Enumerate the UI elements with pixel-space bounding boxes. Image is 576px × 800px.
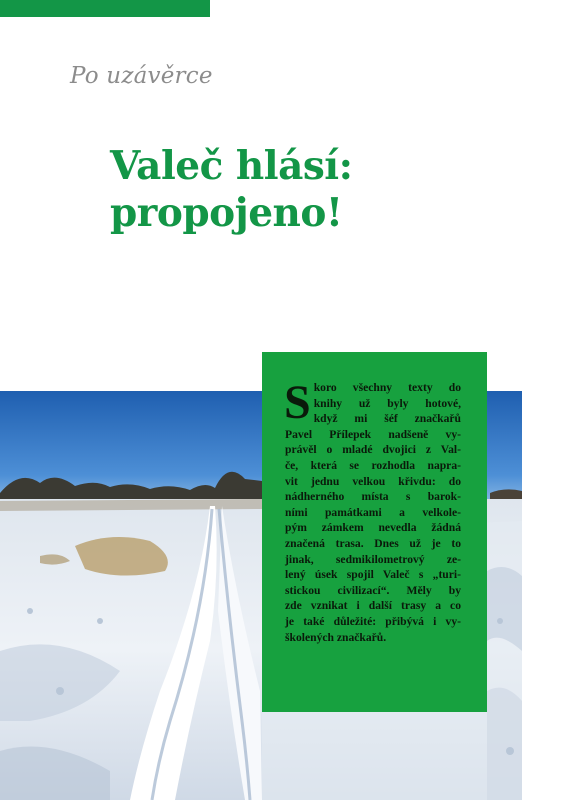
article-line: školených značkařů. <box>285 630 387 644</box>
headline <box>110 143 353 237</box>
article-line: nádherného místa s barok- <box>285 490 461 504</box>
section-kicker: Po uzávěrce <box>70 63 213 89</box>
article-line: stickou civilizací“. Měly by <box>285 583 461 597</box>
article-text <box>284 376 461 645</box>
article-line: když mi šéf značkařů <box>313 412 461 426</box>
article-line: knihy už byly hotové, <box>313 396 461 410</box>
headline-line-2: propojeno! <box>110 190 343 236</box>
article-line: ními památkami a velkole- <box>285 505 461 519</box>
article-line: pým zámkem nevedla žádná <box>285 521 461 535</box>
article-line: jinak, sedmikilometrový ze- <box>285 552 461 566</box>
article-line: če, která se rozhodla napra- <box>285 458 461 472</box>
article-line: právěl o mladé dvojici z Val- <box>285 443 461 457</box>
headline-line-1: Valeč hlásí: <box>110 143 353 189</box>
drop-cap: S <box>284 376 311 429</box>
article-line: vit jednu velkou křivdu: do <box>285 474 461 488</box>
article-line: značená trasa. Dnes už je to <box>285 536 461 550</box>
article-line: Pavel Přílepek nadšeně vy- <box>285 427 461 441</box>
article-box <box>262 352 487 712</box>
article-line: koro všechny texty do <box>313 381 461 394</box>
article-line: lený úsek spojil Valeč s „turi- <box>285 568 461 582</box>
article-line: zde vznikat i další trasy a co <box>285 599 461 613</box>
accent-bar <box>0 0 210 17</box>
article-line: je také důležité: přibývá i vy- <box>285 614 461 628</box>
